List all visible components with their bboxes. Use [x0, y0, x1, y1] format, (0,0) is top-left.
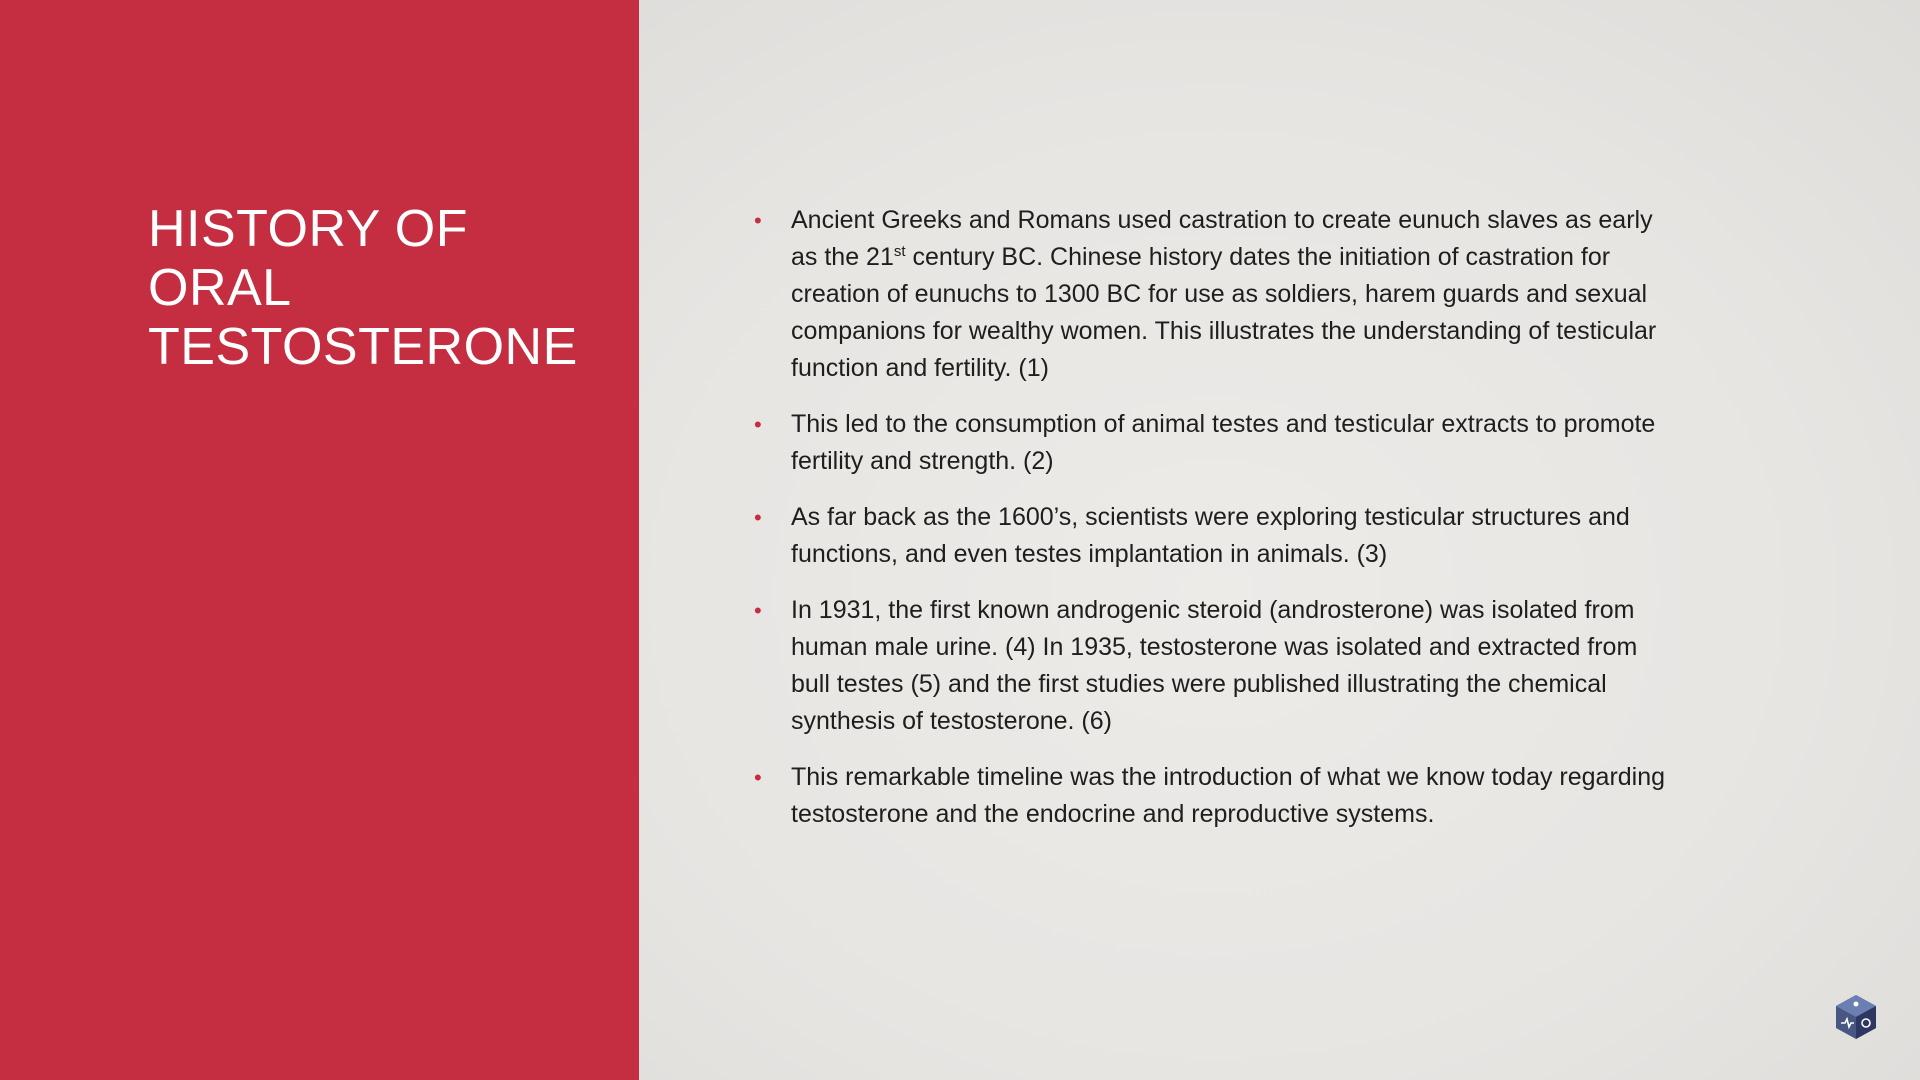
bullet-text: As far back as the 1600’s, scientists were exploring testicular structures and functions, and even testes implantation in animals. (3)	[791, 503, 1630, 568]
bullet-item	[752, 759, 1672, 833]
title-line: ORAL	[148, 259, 292, 317]
cube-logo-icon	[1830, 993, 1882, 1041]
bullet-text: In 1931, the first known androgenic steroid (androsterone) was isolated from human male urine. (4) In 1935, testosterone was isolated and extracted from bull testes (5) and the first studies were published illustrating the chemical synthesis of testosterone. (6)	[791, 596, 1638, 735]
bullet-marker: •	[754, 598, 762, 623]
title-panel	[0, 0, 639, 1080]
cube-logo-graphic	[1830, 993, 1882, 1041]
bullet-item	[752, 592, 1672, 740]
bullet-marker: •	[754, 765, 762, 790]
title-line: TESTOSTERONE	[148, 318, 578, 376]
bullet-text: This remarkable timeline was the introduction of what we know today regarding testosterone and the endocrine and reproductive systems.	[791, 763, 1666, 828]
bullet-text	[791, 202, 1672, 387]
bullet-item	[752, 499, 1672, 573]
bullet-marker: •	[754, 412, 762, 437]
bullet-item	[752, 202, 1672, 387]
title-line: HISTORY OF	[148, 200, 468, 258]
bullet-list	[752, 202, 1672, 852]
bullet-text: This led to the consumption of animal testes and testicular extracts to promote fertility and strength. (2)	[791, 410, 1656, 475]
bullet-item	[752, 406, 1672, 480]
superscript-text: st	[893, 243, 906, 260]
bullet-text-segment: century BC. Chinese history dates the initiation of castration for creation of eunuchs to 1300 BC for use as soldiers, harem guards and sexual companions for wealthy women. This illustrates the understanding of testicular function and fertility. (1)	[791, 243, 1657, 382]
bullet-marker: •	[754, 505, 762, 530]
bullet-marker: •	[754, 208, 762, 233]
bullet-superscript	[894, 243, 906, 271]
slide-title	[148, 200, 608, 377]
bullet-text-segment: Ancient Greeks and Romans used castration to create eunuch slaves as early as the 21	[791, 206, 1653, 271]
